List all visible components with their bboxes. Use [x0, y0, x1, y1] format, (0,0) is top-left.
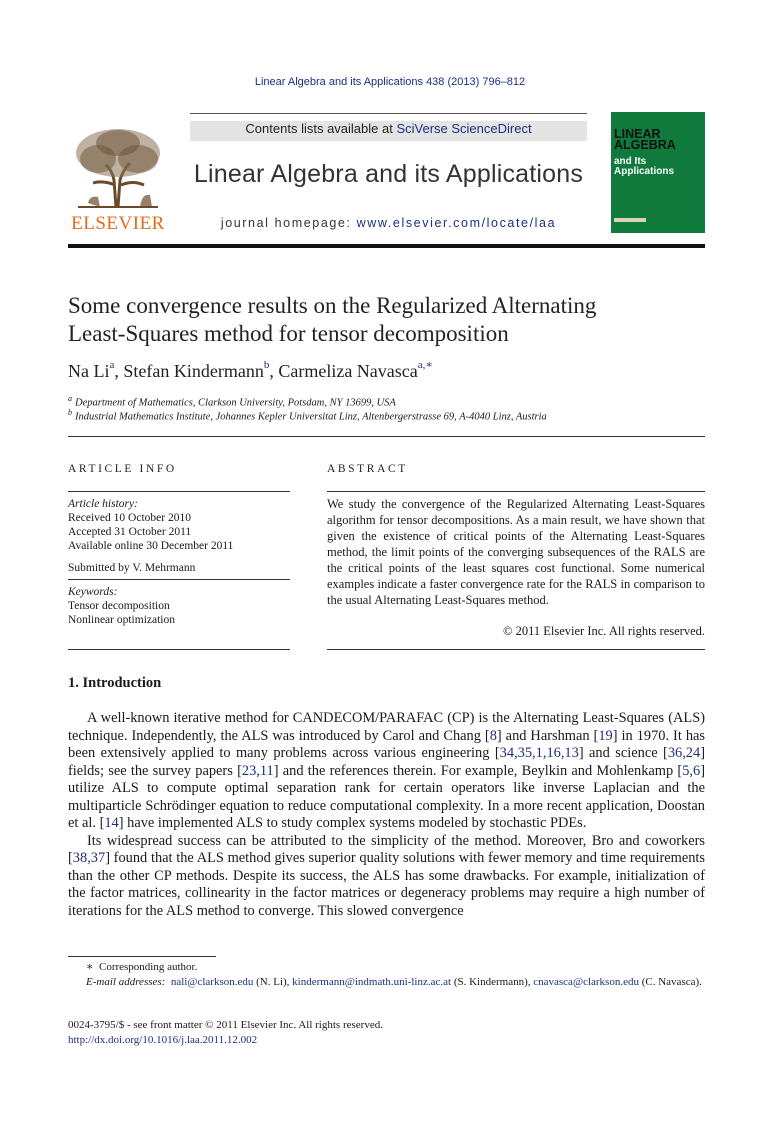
submitted-by: Submitted by V. Mehrmann — [68, 562, 196, 574]
cover-line-4: Applications — [614, 166, 675, 177]
article-info-heading: ARTICLE INFO — [68, 463, 177, 475]
title-line-1: Some convergence results on the Regularized Alternating — [68, 293, 597, 318]
author-name: Stefan Kindermann — [123, 361, 264, 381]
cover-strip — [614, 218, 646, 222]
citation-link[interactable]: 14 — [104, 815, 119, 831]
journal-homepage — [190, 216, 587, 230]
text-run: A well-known iterative method for CANDECOM/PARAFAC (CP) is the Alternating Least-Squares (ALS) technique. Independently, the ALS was introduced by Carol and Chang [ — [68, 710, 705, 744]
text-run: ] found that the ALS method gives superior quality solutions with fewer memory and time requirements than the other CP methods. Despite its success, the ALS has some drawbacks. For example, initialization of the factor matrices, collinearity in the factor matrices or degeneracy problems may require a high number of iterations for the ALS method to converge. This slowed convergence — [68, 850, 705, 919]
email-link[interactable]: cnavasca@clarkson.edu — [533, 975, 639, 988]
title-line-2: Least-Squares method for tensor decomposition — [68, 321, 509, 346]
affiliation-text: Department of Mathematics, Clarkson University, Potsdam, NY 13699, USA — [75, 397, 396, 409]
text-run: ] and the references therein. For example, Beylkin and Mohlenkamp [ — [273, 762, 683, 779]
paragraph — [68, 833, 705, 921]
publisher-logo[interactable] — [68, 125, 168, 233]
header-rule — [190, 113, 587, 114]
accepted-date: Accepted 31 October 2011 — [68, 526, 192, 538]
online-date: Available online 30 December 2011 — [68, 540, 234, 552]
cover-line-1: LINEAR — [614, 127, 661, 141]
abstract-rule — [327, 491, 705, 492]
doi-link[interactable]: http://dx.doi.org/10.1016/j.laa.2011.12.002 — [68, 1033, 258, 1046]
sciencedirect-link[interactable]: SciVerse ScienceDirect — [396, 121, 532, 136]
author-affil-mark[interactable]: b — [263, 359, 270, 371]
contents-prefix: Contents lists available at — [245, 121, 397, 136]
cover-line-3: and Its — [614, 156, 647, 167]
info-rule — [68, 579, 290, 580]
keywords-label: Keywords: — [68, 586, 118, 598]
publisher-name: ELSEVIER — [71, 213, 165, 234]
cover-title — [614, 129, 704, 151]
footnote-mark: ∗ — [86, 961, 94, 973]
contents-line — [190, 121, 587, 137]
email-link[interactable]: nali@clarkson.edu — [170, 975, 254, 988]
keyword: Nonlinear optimization — [68, 614, 175, 626]
info-rule — [68, 491, 290, 492]
history-label: Article history: — [68, 498, 138, 510]
text-run: ] utilize ALS to compute optimal separation rank for certain operators like inverse Laplacian and the multiparticle Schrödinger equation to reduce computational complexity. In a more recent application, Doostan et al. [ — [68, 762, 705, 831]
intro-body — [68, 710, 705, 920]
issn-block — [68, 1018, 705, 1047]
text-run: ] and Harshman [ — [496, 727, 599, 744]
text-run: ] fields; see the survey papers [ — [68, 745, 705, 779]
abstract-copyright: © 2011 Elsevier Inc. All rights reserved. — [502, 624, 705, 638]
citation-link[interactable]: 23,11 — [241, 762, 274, 779]
affiliation-mark: a — [68, 394, 72, 403]
author-name: Carmeliza Navasca — [278, 361, 418, 381]
abstract-heading: ABSTRACT — [327, 463, 408, 475]
author-list — [68, 360, 708, 382]
author-affil-mark[interactable]: a,∗ — [417, 359, 433, 371]
citation-link[interactable]: 38,37 — [72, 850, 106, 866]
citation-link[interactable]: 34,35,1,16,13 — [499, 745, 579, 761]
author-separator: , — [114, 361, 124, 381]
citation-link[interactable]: 36,24 — [667, 745, 701, 761]
journal-title: Linear Algebra and its Applications — [193, 160, 584, 188]
cover-line-2: ALGEBRA — [614, 138, 676, 152]
author-name: Na Li — [68, 361, 110, 381]
front-matter-line: 0024-3795/$ - see front matter © 2011 Elsevier Inc. All rights reserved. — [68, 1019, 383, 1031]
email-owner: (S. Kindermann), — [451, 975, 534, 988]
citation-link[interactable]: 19 — [598, 727, 613, 744]
author-separator: , — [269, 361, 279, 381]
citation-link[interactable]: 5,6 — [682, 762, 701, 779]
cover-subtitle — [614, 157, 704, 177]
keyword: Tensor decomposition — [68, 600, 170, 612]
info-rule — [68, 649, 290, 650]
text-run: Its widespread success can be attributed to the simplicity of the method. Moreover, Bro and coworkers [ — [68, 832, 705, 866]
corresponding-footnote — [68, 960, 705, 975]
affiliation — [68, 406, 708, 425]
footnote-text: Corresponding author. — [98, 961, 198, 973]
email-owner: (C. Navasca). — [638, 975, 702, 988]
footnote-rule — [68, 956, 216, 957]
text-run: ] in 1970. It has been extensively applied to many problems across various engineering [ — [68, 727, 706, 761]
affiliation-text: Industrial Mathematics Institute, Johannes Kepler Universitat Linz, Altenbergerstrasse 69, A-4040 Linz, Austria — [75, 411, 547, 423]
keywords — [68, 585, 290, 627]
email-footnote — [68, 975, 705, 990]
journal-citation[interactable]: Linear Algebra and its Applications 438 (2013) 796–812 — [254, 76, 526, 88]
email-owner: (N. Li), — [253, 975, 293, 988]
title-rule — [68, 436, 705, 437]
affiliation-mark: b — [68, 408, 72, 417]
paragraph — [68, 710, 705, 833]
homepage-link[interactable]: www.elsevier.com/locate/laa — [356, 216, 557, 230]
citation-link[interactable]: 8 — [489, 727, 497, 744]
email-link[interactable]: kindermann@indmath.uni-linz.ac.at — [292, 975, 452, 988]
email-label: E-mail addresses: — [86, 975, 166, 988]
received-date: Received 10 October 2010 — [68, 512, 191, 524]
author-affil-mark[interactable]: a — [109, 359, 115, 371]
homepage-prefix: journal homepage: — [220, 216, 357, 230]
section-heading: 1. Introduction — [68, 675, 162, 691]
text-run: ] and science [ — [578, 745, 668, 761]
abstract-text: We study the convergence of the Regularized Alternating Least-Squares algorithm for tensor decompositions. As a main result, we have shown that given the existence of critical points of the Alternating Least-Squares method, the limit points of the converging subsequences of the RALS are the critical points of the least squares cost functional. Some numerical examples indicate a faster convergence rate for the RALS in comparison to the usual Alternating Least-Squares method. — [327, 497, 705, 607]
text-run: ] have implemented ALS to study complex systems modeled by stochastic PDEs. — [118, 815, 587, 831]
abstract-rule — [327, 649, 705, 650]
article-history — [68, 497, 290, 553]
footnotes — [68, 960, 705, 989]
header-thick-rule — [68, 244, 705, 248]
article-title — [68, 292, 708, 348]
